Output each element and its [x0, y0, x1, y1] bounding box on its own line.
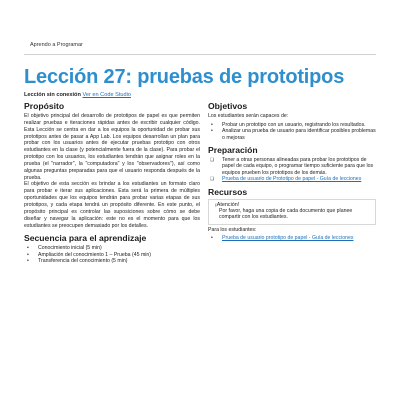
bullet-icon: •: [27, 245, 29, 252]
list-item: [208, 176, 376, 182]
proposito-paragraph-1: El objetivo principal del desarrollo de prototipos de papel es que permiten realizar pruebas e iteraciones rápidas antes de escribir cualquier código. Esta Lección se centra en dar a los equipos la oportunidad de probar sus prototipos antes de pasar a App Lab. Los equipos desarrollan un plan para probar con los usuarios antes de ejecutar pruebas prototipo con otros estudiantes en la clase (y potencialmente fuera de la clase). Para probar el prototipo con los usuarios, los estudiantes tendrán que asignar roles en la prueba (el "narrador", la "computadora" y los "observadores"), así como algunas preguntas preparadas para que el usuario responda después de la prueba.: [24, 113, 200, 181]
objetivos-section: [208, 101, 376, 141]
proposito-heading: Propósito: [24, 101, 65, 111]
list-item: • Ampliación del conocimiento 1 – Prueba (45 min): [27, 251, 152, 258]
bullet-icon: •: [27, 258, 29, 265]
bullet-icon: •: [211, 121, 213, 128]
preparacion-section: [208, 145, 376, 183]
proposito-section: [24, 101, 200, 229]
list-item: • Probar un prototipo con un usuario, registrando los resultados.: [211, 121, 366, 128]
attention-title: ¡Atención!: [215, 201, 240, 208]
secuencia-list: [24, 245, 200, 264]
list-item: • Analizar una prueba de usuario para identificar posibles problemas o mejoras: [211, 128, 376, 141]
code-studio-link[interactable]: Ver en Code Studio: [82, 92, 131, 98]
attention-text: Por favor, haga una copia de cada documento que planee compartir con los estudiantes.: [219, 207, 353, 221]
course-label: Aprendo a Programar: [30, 42, 83, 48]
list-item: ❑ Tener a otras personas alineadas para probar los prototipos de papel de cada equipo, o programar tiempo suficiente para que los equipos prueben los prototipos de los demás.: [210, 157, 374, 176]
proposito-paragraph-2: El objetivo de esta sección es brindar a los estudiantes un formato claro para probar e iterar sus aplicaciones. Esta será la primera de múltiples oportunidades que los equipos tendrán para probar varias etapas de sus prototipos, y cada etapa tendrá un propósito diferente. En este punto, el propósito principal es controlar las suposiciones sobre cómo se debe diseñar y navegar la aplicación: este no es el momento para que los estudiantes se preocupen demasiado por los detalles.: [24, 181, 200, 229]
list-item: • Conocimiento inicial (5 min): [27, 245, 102, 252]
recursos-section: [208, 187, 376, 242]
bullet-icon: •: [211, 128, 213, 135]
left-column: [24, 101, 200, 269]
students-list: [208, 235, 376, 241]
students-label: Para los estudiantes:: [208, 226, 257, 233]
lesson-meta: [24, 92, 131, 98]
objetivos-heading: Objetivos: [208, 101, 248, 111]
preparacion-heading: Preparación: [208, 145, 258, 156]
checkbox-icon: ❑: [210, 157, 214, 163]
recursos-heading: Recursos: [208, 186, 248, 197]
preparacion-list: [208, 157, 376, 183]
lesson-title: Lección 27: pruebas de prototipos: [24, 66, 345, 88]
header-divider: [24, 54, 376, 55]
bullet-icon: •: [211, 235, 213, 242]
bullet-icon: •: [27, 251, 29, 258]
checkbox-icon: ❑: [210, 176, 214, 182]
lesson-type-label: Lección sin conexión: [24, 92, 81, 98]
objetivos-list: [208, 122, 376, 141]
attention-box: [208, 199, 376, 225]
student-guide-link[interactable]: Prueba de usuario prototipo de papel - Guía de lecciones: [222, 235, 354, 242]
list-item: [208, 235, 376, 241]
list-item: • Transferencia del conocimiento (5 min): [27, 258, 128, 265]
prototype-guide-link[interactable]: Prueba de usuario de Prototipo de papel - Guía de lecciones: [222, 176, 362, 183]
secuencia-heading: Secuencia para el aprendizaje: [24, 233, 147, 244]
secuencia-section: [24, 233, 200, 264]
right-column: [208, 101, 376, 246]
objetivos-intro: Los estudiantes serán capaces de:: [208, 113, 289, 119]
